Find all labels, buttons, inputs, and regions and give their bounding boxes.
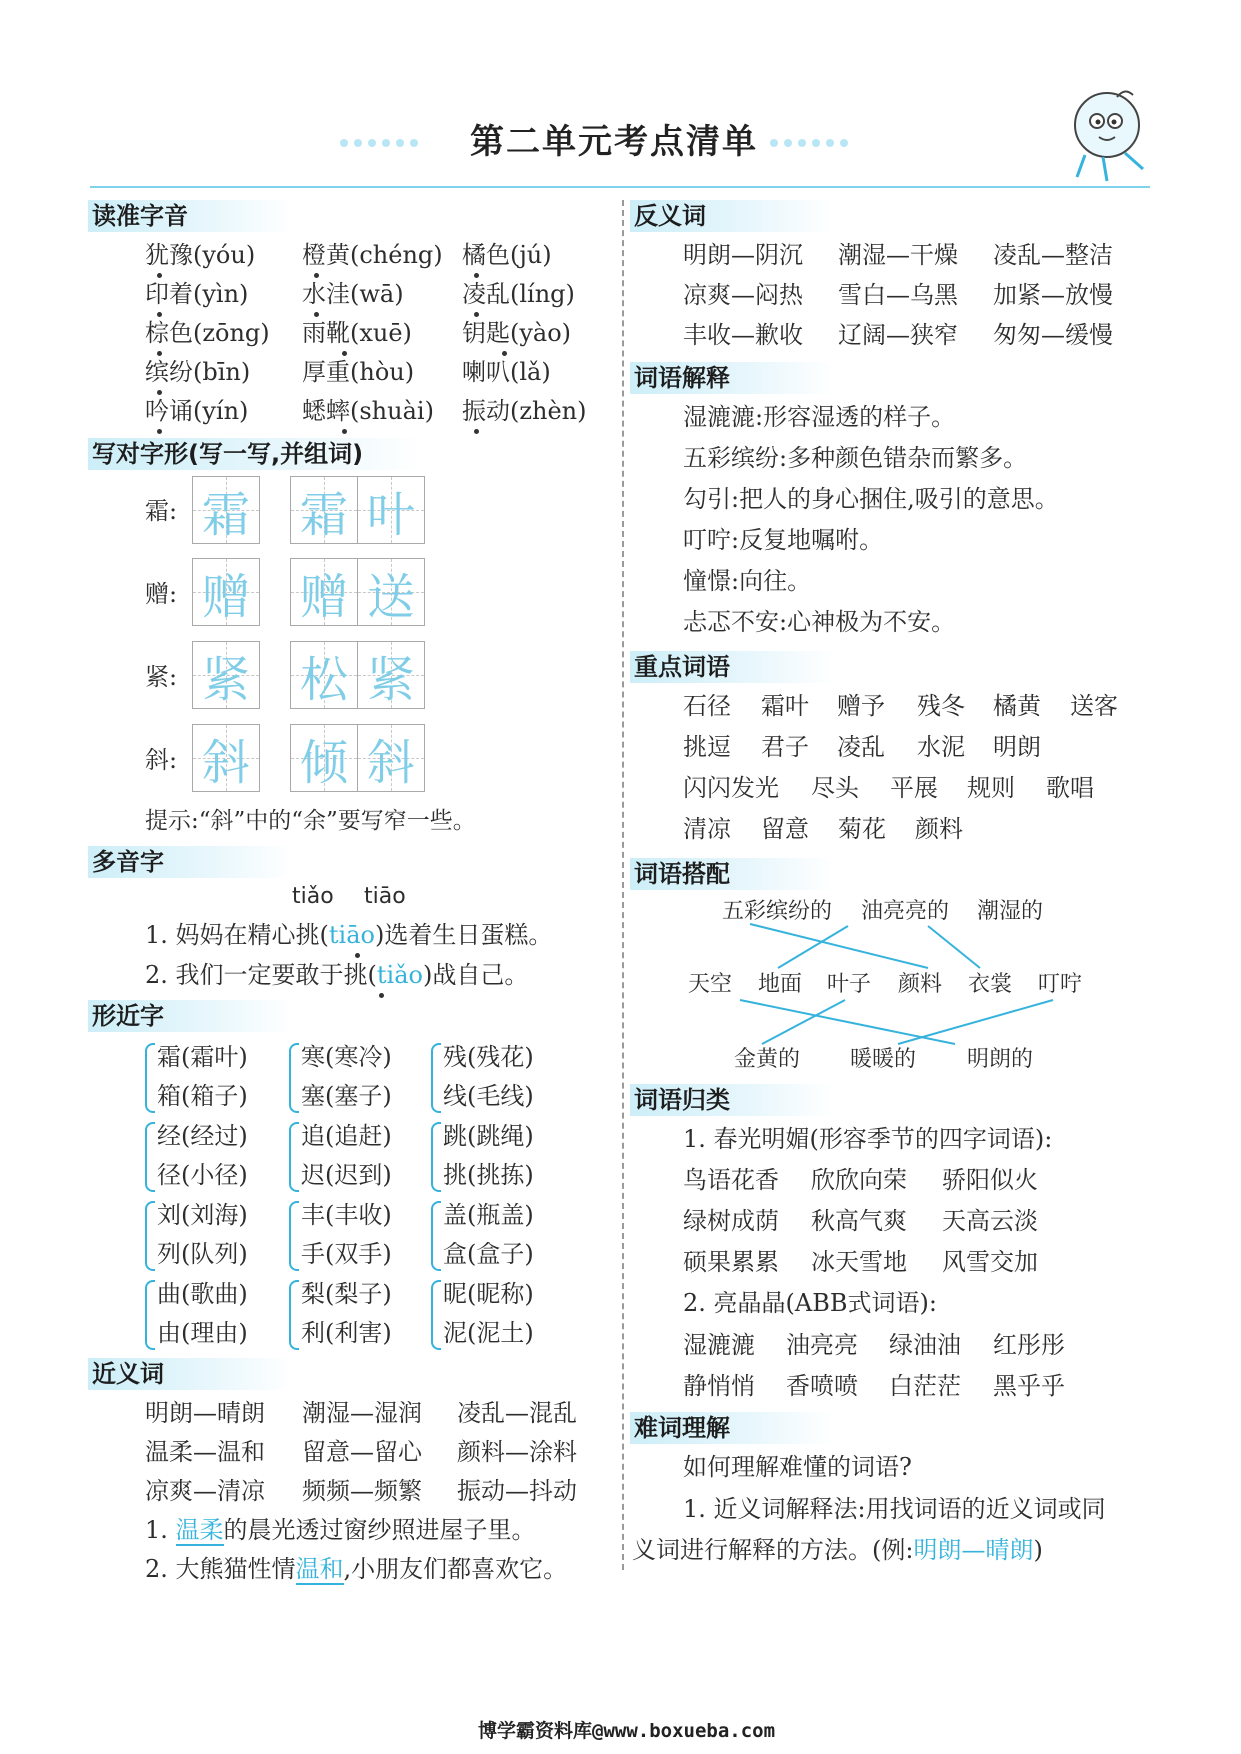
- similar-item: 追(追赶): [301, 1122, 392, 1150]
- section-explain: 词语解释: [630, 362, 834, 394]
- section-write: 写对字形(写一写,并组词): [88, 438, 422, 470]
- polyphone-sentence-2: 2. 我们一定要敢于挑(tiǎo)战自己。: [145, 961, 529, 989]
- hard-question: 如何理解难懂的词语?: [683, 1453, 912, 1481]
- key-word: 明朗: [993, 733, 1041, 761]
- classify-word: 香喷喷: [786, 1372, 858, 1400]
- footer-watermark: 博学霸资料库@www.boxueba.com: [478, 1720, 776, 1742]
- similar-item: 迟(迟到): [301, 1161, 392, 1189]
- key-word: 送客: [1070, 692, 1118, 720]
- match-bottom: 金黄的: [734, 1047, 801, 1072]
- pinyin-item: 钥匙(yào): [462, 319, 572, 347]
- write-cell: 紧: [192, 641, 260, 709]
- pinyin-item: 喇叭(lǎ): [462, 358, 551, 386]
- section-classify: 词语归类: [630, 1084, 834, 1116]
- similar-item: 曲(歌曲): [157, 1280, 248, 1308]
- antonym-pair: 潮湿—干燥: [838, 241, 958, 269]
- classify-word: 绿树成荫: [683, 1207, 779, 1235]
- classify-word: 欣欣向荣: [811, 1166, 907, 1194]
- similar-item: 线(毛线): [443, 1082, 534, 1110]
- similar-item: 泥(泥土): [443, 1319, 534, 1347]
- key-word: 石径: [683, 692, 731, 720]
- key-word: 歌唱: [1046, 774, 1094, 802]
- pinyin-item: 厚重(hòu): [302, 358, 415, 386]
- similar-item: 列(队列): [157, 1240, 248, 1268]
- classify-word: 白茫茫: [889, 1372, 961, 1400]
- write-label: 赠:: [145, 580, 178, 608]
- key-word: 橘黄: [993, 692, 1041, 720]
- write-cell: 松: [290, 641, 358, 709]
- polyphone-pinyin-2: tiāo: [364, 884, 406, 909]
- match-mid: 颜料: [898, 972, 943, 997]
- write-cell: 霜: [290, 476, 358, 544]
- match-mid: 叶子: [827, 972, 872, 997]
- explain-item: 勾引:把人的身心捆住,吸引的意思。: [683, 485, 1059, 513]
- section-antonyms: 反义词: [630, 200, 834, 232]
- key-word: 尽头: [811, 774, 859, 802]
- classify-word: 风雪交加: [942, 1248, 1038, 1276]
- synonym-pair: 颜料—涂料: [457, 1438, 577, 1466]
- pinyin-item: 橙黄(chéng): [302, 241, 443, 269]
- match-line: [898, 1000, 1053, 1044]
- classify-word: 黑乎乎: [993, 1372, 1065, 1400]
- section-similar-shape: 形近字: [88, 1000, 292, 1032]
- synonym-pair: 明朗—晴朗: [145, 1399, 265, 1427]
- write-cell: 斜: [192, 724, 260, 792]
- antonym-pair: 匆匆—缓慢: [993, 321, 1113, 349]
- match-mid: 地面: [758, 972, 803, 997]
- classify-word: 绿油油: [889, 1331, 961, 1359]
- similar-item: 由(理由): [157, 1319, 248, 1347]
- hard-paragraph-line-1: 1. 近义词解释法:用找词语的近义词或同: [683, 1495, 1106, 1523]
- pinyin-item: 雨靴(xuē): [302, 319, 412, 347]
- key-word: 颜料: [915, 815, 963, 843]
- hard-paragraph-line-2: 义词进行解释的方法。(例:明朗—晴朗): [632, 1536, 1043, 1564]
- page-title: 第二单元考点清单: [470, 122, 758, 162]
- antonym-pair: 加紧—放慢: [993, 281, 1113, 309]
- pinyin-item: 振动(zhèn): [462, 397, 587, 425]
- section-match: 词语搭配: [630, 858, 834, 890]
- match-top: 五彩缤纷的: [722, 899, 833, 924]
- antonym-pair: 明朗—阴沉: [683, 241, 803, 269]
- classify-heading-1: 1. 春光明媚(形容季节的四字词语):: [683, 1125, 1053, 1153]
- pinyin-item: 缤纷(bīn): [145, 358, 251, 386]
- key-word: 平展: [890, 774, 938, 802]
- key-word: 清凉: [683, 815, 731, 843]
- write-cell: 叶: [357, 476, 425, 544]
- antonym-pair: 丰收—歉收: [683, 321, 803, 349]
- explain-item: 湿漉漉:形容湿透的样子。: [683, 403, 956, 431]
- pinyin-item: 凌乱(líng): [462, 280, 575, 308]
- classify-word: 红彤彤: [993, 1331, 1065, 1359]
- key-word: 菊花: [838, 815, 886, 843]
- key-word: 规则: [967, 774, 1015, 802]
- write-cell: 送: [357, 558, 425, 626]
- antonym-pair: 辽阔—狭窄: [838, 321, 958, 349]
- explain-item: 五彩缤纷:多种颜色错杂而繁多。: [683, 444, 1028, 472]
- synonym-pair: 潮湿—湿润: [302, 1399, 422, 1427]
- key-word: 挑逗: [683, 733, 731, 761]
- match-top: 油亮亮的: [861, 899, 950, 924]
- write-label: 紧:: [145, 663, 178, 691]
- match-top: 潮湿的: [977, 899, 1044, 924]
- polyphone-pinyin-1: tiǎo: [292, 884, 334, 909]
- similar-item: 梨(梨子): [301, 1280, 392, 1308]
- key-word: 留意: [761, 815, 809, 843]
- pinyin-item: 橘色(jú): [462, 241, 552, 269]
- key-word: 凌乱: [837, 733, 885, 761]
- synonym-pair: 凌乱—混乱: [457, 1399, 577, 1427]
- write-label: 霜:: [145, 497, 178, 525]
- key-word: 赠予: [837, 692, 885, 720]
- antonym-pair: 凌乱—整洁: [993, 241, 1113, 269]
- write-cell: 赠: [290, 558, 358, 626]
- similar-item: 盒(盒子): [443, 1240, 534, 1268]
- classify-word: 天高云淡: [942, 1207, 1038, 1235]
- write-tip: 提示:“斜”中的“余”要写窄一些。: [145, 808, 476, 834]
- section-hard-words: 难词理解: [630, 1412, 834, 1444]
- classify-word: 鸟语花香: [683, 1166, 779, 1194]
- key-word: 霜叶: [761, 692, 809, 720]
- similar-item: 塞(塞子): [301, 1082, 392, 1110]
- key-word: 君子: [761, 733, 809, 761]
- explain-item: 忐忑不安:心神极为不安。: [683, 608, 956, 636]
- similar-item: 经(经过): [157, 1122, 248, 1150]
- section-polyphone: 多音字: [88, 846, 292, 878]
- write-cell: 赠: [192, 558, 260, 626]
- section-key-words: 重点词语: [630, 651, 834, 683]
- similar-item: 挑(挑拣): [443, 1161, 534, 1189]
- synonym-pair: 温柔—温和: [145, 1438, 265, 1466]
- similar-item: 霜(霜叶): [157, 1043, 248, 1071]
- pinyin-item: 蟋蟀(shuài): [302, 397, 434, 425]
- pinyin-item: 犹豫(yóu): [145, 241, 256, 269]
- polyphone-sentence-1: 1. 妈妈在精心挑(tiāo)选着生日蛋糕。: [145, 921, 553, 949]
- similar-item: 丰(丰收): [301, 1201, 392, 1229]
- similar-item: 箱(箱子): [157, 1082, 248, 1110]
- synonym-pair: 凉爽—清凉: [145, 1477, 265, 1505]
- synonym-sentence-1: 1. 温柔的晨光透过窗纱照进屋子里。: [145, 1516, 536, 1544]
- classify-word: 硕果累累: [683, 1248, 779, 1276]
- synonym-sentence-2: 2. 大熊猫性情温和,小朋友们都喜欢它。: [145, 1555, 568, 1583]
- similar-item: 寒(寒冷): [301, 1043, 392, 1071]
- match-bottom: 暖暖的: [850, 1047, 917, 1072]
- section-synonyms: 近义词: [88, 1358, 292, 1390]
- similar-item: 跳(跳绳): [443, 1122, 534, 1150]
- synonym-pair: 留意—留心: [302, 1438, 422, 1466]
- section-pinyin: 读准字音: [88, 200, 292, 232]
- classify-word: 冰天雪地: [811, 1248, 907, 1276]
- write-cell: 倾: [290, 724, 358, 792]
- synonym-pair: 频频—频繁: [302, 1477, 422, 1505]
- match-mid: 天空: [688, 972, 733, 997]
- key-word: 闪闪发光: [683, 774, 779, 802]
- match-mid: 叮咛: [1038, 972, 1083, 997]
- write-cell: 霜: [192, 476, 260, 544]
- explain-item: 憧憬:向往。: [683, 567, 812, 595]
- pinyin-item: 印着(yìn): [145, 280, 249, 308]
- classify-word: 湿漉漉: [683, 1331, 755, 1359]
- classify-word: 秋高气爽: [811, 1207, 907, 1235]
- match-line: [928, 926, 980, 968]
- antonym-pair: 凉爽—闷热: [683, 281, 803, 309]
- antonym-pair: 雪白—乌黑: [838, 281, 958, 309]
- similar-item: 手(双手): [301, 1240, 392, 1268]
- similar-item: 昵(昵称): [443, 1280, 534, 1308]
- classify-word: 骄阳似火: [942, 1166, 1038, 1194]
- key-word: 残冬: [917, 692, 965, 720]
- write-cell: 紧: [357, 641, 425, 709]
- similar-item: 盖(瓶盖): [443, 1201, 534, 1229]
- write-cell: 斜: [357, 724, 425, 792]
- classify-word: 油亮亮: [786, 1331, 858, 1359]
- write-label: 斜:: [145, 746, 178, 774]
- match-line: [778, 926, 848, 968]
- classify-word: 静悄悄: [683, 1372, 755, 1400]
- explain-item: 叮咛:反复地嘱咐。: [683, 526, 884, 554]
- similar-item: 刘(刘海): [157, 1201, 248, 1229]
- similar-item: 径(小径): [157, 1161, 248, 1189]
- similar-item: 残(残花): [443, 1043, 534, 1071]
- match-bottom: 明朗的: [967, 1047, 1034, 1072]
- match-mid: 衣裳: [968, 972, 1013, 997]
- classify-heading-2: 2. 亮晶晶(ABB式词语):: [683, 1289, 937, 1317]
- similar-item: 利(利害): [301, 1319, 392, 1347]
- pinyin-item: 水洼(wā): [302, 280, 404, 308]
- key-word: 水泥: [917, 733, 965, 761]
- pinyin-item: 棕色(zōng): [145, 319, 270, 347]
- synonym-pair: 振动—抖动: [457, 1477, 577, 1505]
- pinyin-item: 吟诵(yín): [145, 397, 249, 425]
